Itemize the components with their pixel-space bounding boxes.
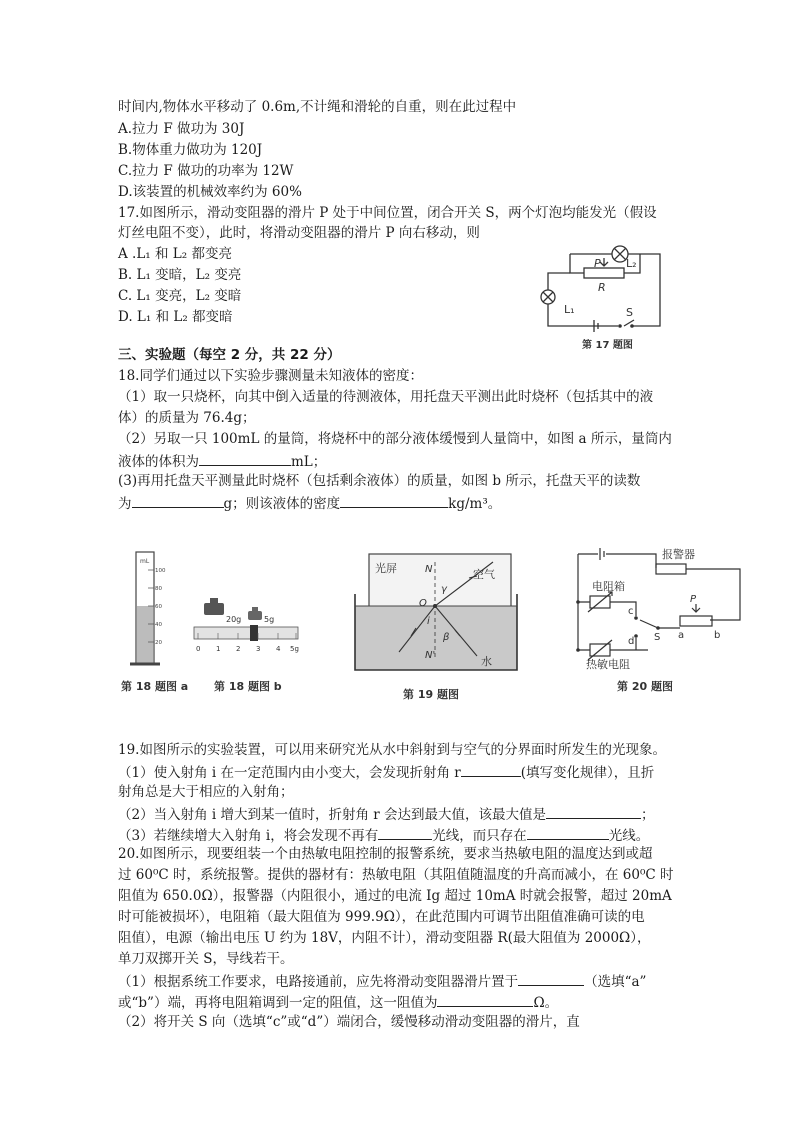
q19-part1-b: 射角总是大于相应的入射角； (118, 784, 294, 800)
q20-line-2: 过 60⁰C 时，系统报警。提供的器材有：热敏电阻（其阻值随温度的升高而减小，在 60⁰C 时 (118, 867, 674, 883)
q20-part1-b (118, 993, 558, 1012)
scale-3: 3 (256, 645, 261, 653)
figure-18a-caption: 第 18 题图 a (121, 680, 189, 693)
q20-part1-a (118, 972, 646, 991)
label-i: i (427, 616, 430, 627)
q17-option-b: B. L₁ 变暗，L₂ 变亮 (118, 267, 242, 283)
label-resistance-box: 电阻箱 (592, 580, 625, 593)
cyl-tick-100: 100 (155, 568, 166, 574)
label-d: d (628, 636, 635, 647)
q19-part1-a-post: (填写变化规律），且折 (520, 765, 655, 781)
cyl-tick-80: 80 (155, 586, 162, 592)
q17-option-c: C. L₁ 变亮，L₂ 变暗 (118, 288, 242, 304)
weight-5g: 5g (264, 615, 275, 624)
label-r: R (598, 281, 606, 294)
q20-line-5: 阻值），电源（输出电压 U 约为 18V，内阻不计），滑动变阻器 R(最大阻值为 2000Ω）， (118, 930, 651, 946)
q19-part3-mid: 光线，而只存在 (432, 828, 527, 844)
q18-density-blank[interactable] (340, 494, 448, 508)
q20-part1-b-post: Ω。 (533, 995, 559, 1011)
q18-step3-b (118, 494, 501, 513)
q20-part1-a-post: （选填“a” (584, 974, 647, 990)
q19-missing-light-blank[interactable] (378, 826, 432, 840)
scale-2: 2 (236, 645, 241, 653)
figure-18a-cylinder (128, 548, 168, 673)
q18-stem: 18.同学们通过以下实验步骤测量未知液体的密度： (118, 368, 423, 384)
q19-part3 (118, 826, 649, 845)
label-gamma: γ (441, 584, 447, 595)
q20-line-6: 单刀双掷开关 S，导线若干。 (118, 951, 294, 967)
label-o: O (419, 598, 427, 609)
label-l1: L₁ (564, 303, 575, 316)
figure-17-circuit (540, 240, 670, 355)
scale-0: 0 (196, 645, 201, 653)
q20-line-1: 20.如图所示，现要组装一个由热敏电阻控制的报警系统，要求当热敏电阻的温度达到或超 (118, 846, 653, 862)
q19-refraction-trend-blank[interactable] (461, 763, 521, 777)
figure-18b-caption: 第 18 题图 b (214, 680, 282, 693)
q19-remaining-light-blank[interactable] (527, 826, 609, 840)
q18-step2-b-pre: 液体的体积为 (118, 454, 199, 470)
q18-step2-b (118, 452, 326, 471)
label-b: b (714, 630, 721, 641)
label-c: c (628, 606, 634, 617)
q18-step3-a: (3)再用托盘天平测量此时烧杯（包括剩余液体）的质量，如图 b 所示，托盘天平的读数 (118, 473, 641, 489)
q17-option-d: D. L₁ 和 L₂ 都变暗 (118, 309, 233, 325)
q20-slider-end-blank[interactable] (518, 972, 584, 986)
q19-part2-post: ； (641, 807, 655, 823)
q19-max-angle-blank[interactable] (546, 805, 641, 819)
q19-part1-a (118, 763, 654, 782)
label-l2: L₂ (626, 257, 637, 270)
q17-stem-2: 灯丝电阻不变），此时，将滑动变阻器的滑片 P 向右移动，则 (118, 225, 480, 241)
q18-step1-b: 体）的质量为 76.4g； (118, 410, 256, 426)
q19-part2-pre: （2）当入射角 i 增大到某一值时，折射角 r 会达到最大值，该最大值是 (118, 807, 547, 823)
q18-step3-b-pre: 为 (118, 496, 132, 512)
scale-1: 1 (216, 645, 221, 653)
figure-18b-balance (190, 595, 305, 660)
figure-20-circuit (570, 540, 760, 675)
cyl-tick-60: 60 (155, 604, 162, 610)
q19-part1-a-pre: （1）使入射角 i 在一定范围内由小变大，会发现折射角 r (118, 765, 461, 781)
q18-step3-b-post: kg/m³。 (448, 496, 502, 512)
q19-part3-pre: （3）若继续增大入射角 i，将会发现不再有 (118, 828, 379, 844)
label-n-top: N (425, 564, 433, 575)
q18-volume-blank[interactable] (199, 452, 291, 466)
q17-stem-1: 17.如图所示，滑动变阻器的滑片 P 处于中间位置，闭合开关 S，两个灯泡均能发光（假设 (118, 205, 657, 221)
label-s: S (626, 306, 633, 319)
q20-part2: （2）将开关 S 向（选填“c”或“d”）端闭合，缓慢移动滑动变阻器的滑片，直 (118, 1014, 580, 1030)
weight-20g: 20g (226, 615, 242, 624)
figure-19-caption: 第 19 题图 (403, 688, 459, 701)
q18-step1-a: （1）取一只烧杯，向其中倒入适量的待测液体，用托盘天平测出此时烧杯（包括其中的液 (118, 389, 654, 405)
figure-17-caption: 第 17 题图 (582, 340, 633, 351)
q19-part2 (118, 805, 655, 824)
label-p-slider: P (690, 594, 697, 605)
q17-option-a: A .L₁ 和 L₂ 都变亮 (118, 246, 232, 262)
cyl-tick-20: 20 (155, 640, 162, 646)
label-n-bottom: N' (425, 650, 436, 661)
q20-line-3: 阻值为 650.0Ω），报警器（内阻很小，通过的电流 Ig 超过 10mA 时就会报警，超过 20mA (118, 888, 672, 904)
q18-step3-b-mid: g；则该液体的密度 (223, 496, 341, 512)
q20-line-4: 时可能被损坏），电阻箱（最大阻值为 999.9Ω），在此范围内可调节出阻值准确可读的电 (118, 909, 645, 925)
q18-step2-a: （2）另取一只 100mL 的量筒，将烧杯中的部分液体缓慢到人量筒中，如图 a 所示，量筒内 (118, 431, 672, 447)
figure-20-caption: 第 20 题图 (617, 680, 673, 693)
q16-option-b: B.物体重力做功为 120J (118, 142, 263, 158)
cyl-unit: mL (140, 558, 150, 565)
label-alarm: 报警器 (662, 548, 695, 561)
q18-step2-b-post: mL； (291, 454, 327, 470)
q20-part1-a-pre: （1）根据系统工作要求，电路接通前，应先将滑动变阻器滑片置于 (118, 974, 519, 990)
q16-option-a: A.拉力 F 做功为 30J (118, 121, 245, 137)
q20-resistance-blank[interactable] (437, 993, 533, 1007)
label-air: 空气 (473, 568, 495, 581)
scale-4: 4 (276, 645, 281, 653)
label-beta: β (443, 632, 450, 643)
label-a: a (678, 630, 685, 641)
cyl-tick-40: 40 (155, 622, 162, 628)
q20-part1-b-pre: 或“b”）端，再将电阻箱调到一定的阻值，这一阻值为 (118, 995, 438, 1011)
q16-option-d: D.该装置的机械效率约为 60% (118, 184, 302, 200)
q16-stem-tail: 时间内,物体水平移动了 0.6m,不计绳和滑轮的自重，则在此过程中 (118, 99, 517, 115)
q16-option-c: C.拉力 F 做功的功率为 12W (118, 163, 294, 179)
scale-5g: 5g (290, 645, 299, 653)
label-water: 水 (481, 655, 492, 668)
q19-part3-post: 光线。 (608, 828, 650, 844)
figure-19-refraction (345, 548, 525, 680)
label-screen: 光屏 (375, 562, 397, 575)
label-thermistor: 热敏电阻 (586, 658, 630, 671)
label-s-switch: S (654, 632, 661, 643)
q19-stem: 19.如图所示的实验装置，可以用来研究光从水中斜射到与空气的分界面时所发生的光现象。 (118, 742, 666, 758)
section-3-title: 三、实验题（每空 2 分，共 22 分） (118, 347, 341, 363)
label-p: P (594, 257, 601, 270)
q18-mass-blank[interactable] (132, 494, 224, 508)
